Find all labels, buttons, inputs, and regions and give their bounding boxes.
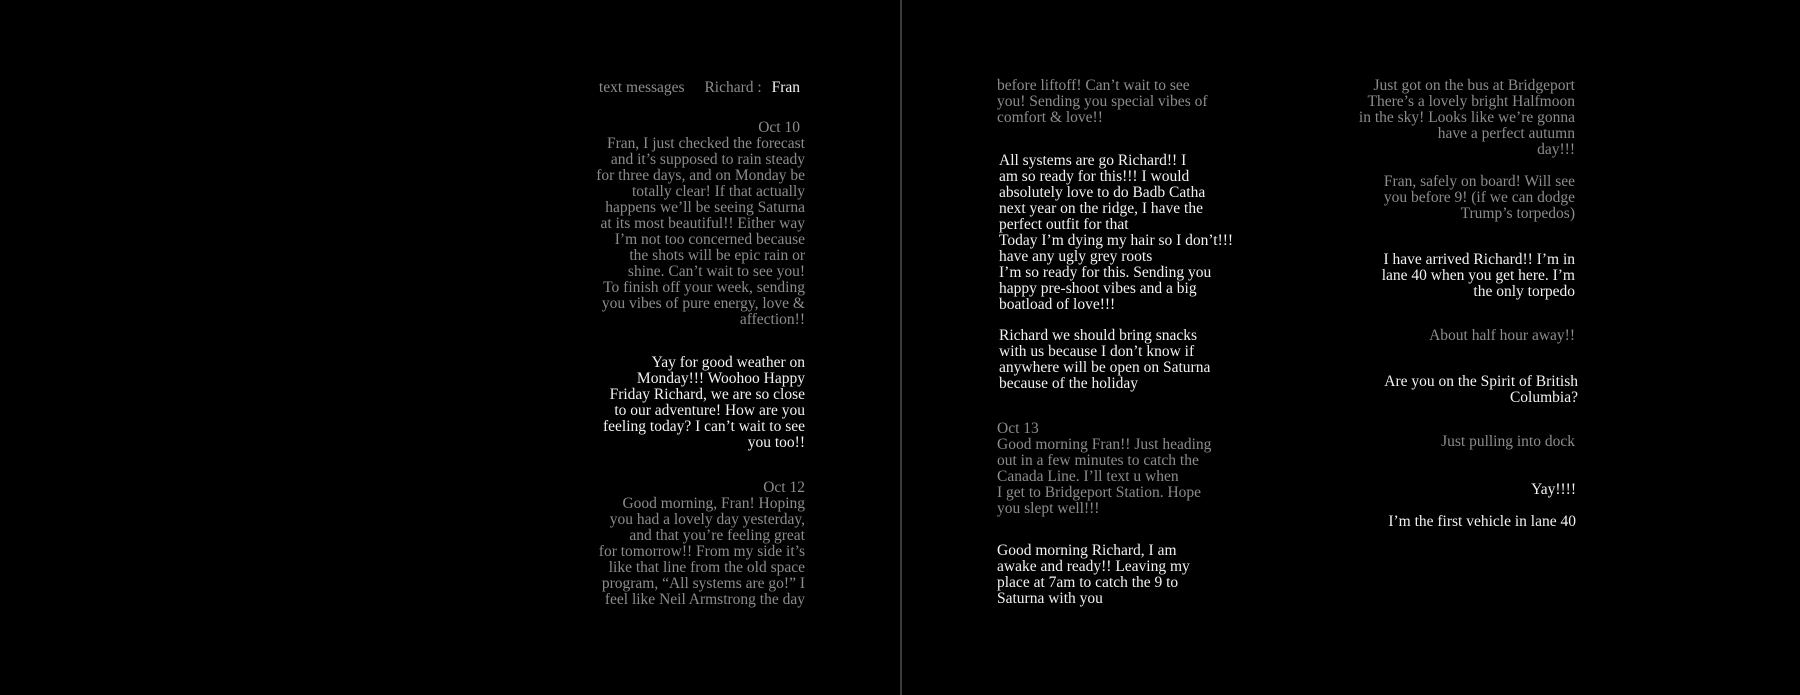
message-date: Oct 10 <box>758 119 800 136</box>
header-label: text messages <box>598 79 685 96</box>
message-richard: Fran, safely on board! Will see you before 9! (if we can dodge Trump’s torpedos) <box>1383 173 1575 222</box>
message-fran: Good morning Richard, I am awake and ready!! Leaving my place at 7am to catch the 9 to Saturna with you <box>997 542 1190 607</box>
message-date: Oct 12 <box>763 479 805 496</box>
message-fran: All systems are go Richard!! I am so ready for this!!! I would absolutely love to do Badb Catha next year on the ridge, I have the perfect outfit for that Today I’m dying my hair so I don’t!!! have any ugly grey roots I’m so ready for this. Sending you happy pre-shoot vibes and a big boatload of love!!! <box>999 152 1234 313</box>
conversation-header <box>585 80 800 96</box>
message-fran: Yay for good weather on Monday!!! Woohoo Happy Friday Richard, we are so close to our adventure! How are you feeling today? I can’t wait to see you too!! <box>603 354 805 451</box>
message-richard: Just got on the bus at Bridgeport There’s a lovely bright Halfmoon in the sky! Looks like we’re gonna have a perfect autumn day!!! <box>1358 77 1575 158</box>
message-fran: I have arrived Richard!! I’m in lane 40 when you get here. I’m the only torpedo <box>1381 251 1575 300</box>
header-from: Richard : <box>704 79 762 96</box>
message-richard: Good morning Fran!! Just heading out in a few minutes to catch the Canada Line. I’ll text u when I get to Bridgeport Station. Hope you slept well!!! <box>997 436 1212 517</box>
message-richard: Good morning, Fran! Hoping you had a lovely day yesterday, and that you’re feeling great for tomorrow!! From my side it’s like that line from the old space program, “All systems are go!” I feel like Neil Armstrong the day <box>598 495 805 608</box>
message-richard: before liftoff! Can’t wait to see you! Sending you special vibes of comfort & love!! <box>997 77 1208 126</box>
message-fran: Richard we should bring snacks with us because I don’t know if anywhere will be open on Saturna because of the holiday <box>999 327 1211 392</box>
header-to: Fran <box>771 79 800 96</box>
message-fran: Yay!!!! <box>1531 481 1576 498</box>
message-richard: Fran, I just checked the forecast and it’s supposed to rain steady for three days, and on Monday be totally clear! If that actually happens we’ll be seeing Saturna at its most beautiful!! Either way I’m not too concerned because the shots will be epic rain or shine. Can’t wait to see you! To finish off your week, sending you vibes of pure energy, love & affection!! <box>596 135 805 328</box>
message-fran: I’m the first vehicle in lane 40 <box>1388 513 1576 530</box>
message-fran: Are you on the Spirit of British Columbia? <box>1384 373 1578 406</box>
page-gutter-divider <box>900 0 902 695</box>
message-date: Oct 13 <box>997 420 1039 437</box>
message-richard: About half hour away!! <box>1429 327 1575 344</box>
message-richard: Just pulling into dock <box>1441 433 1575 450</box>
